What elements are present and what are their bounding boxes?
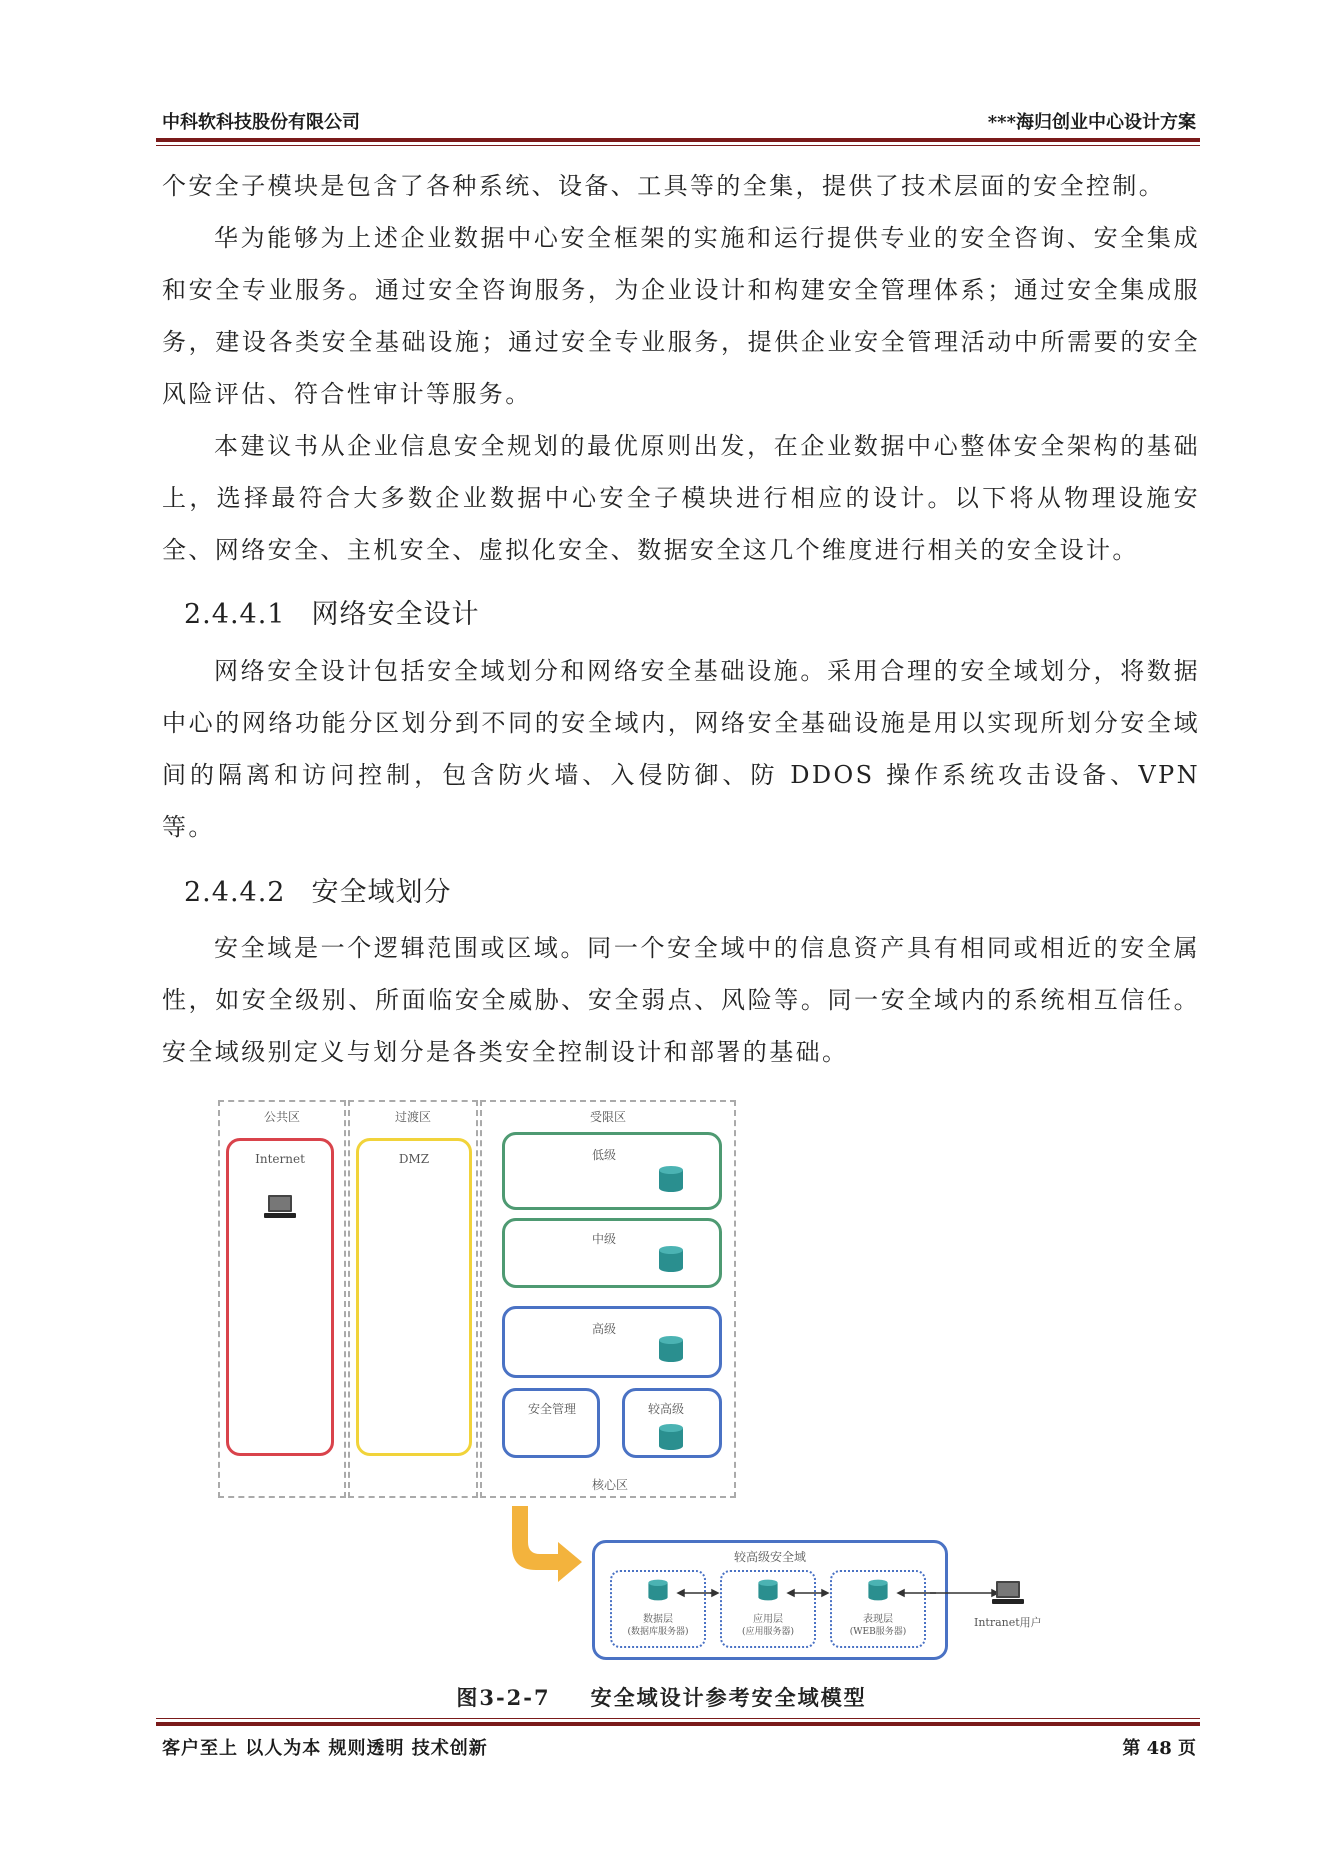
footer-page-number: 第 48 页 <box>1122 1738 1196 1759</box>
paragraph-5: 安全域是一个逻辑范围或区域。同一个安全域中的信息资产具有相同或相近的安全属性，如安全级别、所面临安全威胁、安全弱点、风险等。同一安全域内的系统相互信任。安全域级别定义与划分是各类安全控制设计和部署的基础。 <box>162 934 1200 1066</box>
zone-transit-label: 过渡区 <box>394 1110 431 1124</box>
tier-web-label: 表现层 <box>863 1614 893 1625</box>
core-zone-label: 核心区 <box>592 1478 629 1492</box>
high-level-box <box>502 1306 722 1378</box>
tier-app-sublabel: (应用服务器) <box>741 1627 795 1637</box>
caption-number: 图3-2-7 <box>456 1685 551 1710</box>
footer-rule <box>156 1722 1200 1726</box>
footer-rule-thin <box>156 1718 1200 1719</box>
security-zone-diagram <box>210 1092 1060 1672</box>
mid-level-label: 中级 <box>592 1232 617 1246</box>
high-level-label: 高级 <box>592 1322 617 1336</box>
header-doc-title: ***海归创业中心设计方案 <box>987 112 1196 133</box>
database-icon <box>656 1164 686 1194</box>
laptop-icon <box>990 1578 1026 1608</box>
database-icon <box>656 1244 686 1274</box>
section-heading-2-4-4-1 <box>184 592 479 631</box>
dmz-label: DMZ <box>398 1152 430 1166</box>
database-icon <box>656 1334 686 1364</box>
tier-data-label: 数据层 <box>643 1614 673 1625</box>
paragraph-3: 本建议书从企业信息安全规划的最优原则出发，在企业数据中心整体安全架构的基础上，选择最符合大多数企业数据中心安全子模块进行相应的设计。以下将从物理设施安全、网络安全、主机安全、虚拟化安全、数据安全这几个维度进行相关的安全设计。 <box>162 432 1200 564</box>
down-right-arrow-icon <box>506 1506 586 1586</box>
top-level-label: 较高级 <box>648 1402 685 1416</box>
header-company: 中科软科技股份有限公司 <box>162 112 360 133</box>
zone-controlled-label: 受限区 <box>589 1110 626 1124</box>
caption-text: 安全域设计参考安全域模型 <box>590 1685 867 1710</box>
zone-public-label: 公共区 <box>263 1110 300 1124</box>
header-rule-thin <box>156 145 1200 146</box>
section-title: 安全域划分 <box>311 877 452 908</box>
top-level-security-zone-label: 较高级安全域 <box>733 1550 806 1564</box>
header-rule <box>156 138 1200 142</box>
low-level-box <box>502 1132 722 1210</box>
section-number: 2.4.4.1 <box>184 599 286 630</box>
paragraph-1: 个安全子模块是包含了各种系统、设备、工具等的全集，提供了技术层面的安全控制。 <box>162 172 1166 200</box>
database-icon <box>656 1422 686 1452</box>
laptop-icon <box>262 1192 298 1222</box>
section-number: 2.4.4.2 <box>184 877 286 908</box>
security-mgmt-box <box>502 1388 600 1458</box>
security-mgmt-label: 安全管理 <box>528 1402 577 1416</box>
tier-app-label: 应用层 <box>753 1614 783 1625</box>
footer-motto: 客户至上 以人为本 规则透明 技术创新 <box>162 1738 488 1759</box>
low-level-label: 低级 <box>592 1148 617 1162</box>
section-heading-2-4-4-2 <box>184 870 451 909</box>
section-title: 网络安全设计 <box>311 599 480 630</box>
dmz-box <box>356 1138 472 1456</box>
internet-label: Internet <box>255 1152 305 1166</box>
figure-caption <box>0 1682 1323 1712</box>
tier-data-sublabel: (数据库服务器) <box>627 1627 689 1637</box>
tier-web-sublabel: (WEB服务器) <box>849 1627 907 1637</box>
paragraph-4: 网络安全设计包括安全域划分和网络安全基础设施。采用合理的安全域划分，将数据中心的网络功能分区划分到不同的安全域内，网络安全基础设施是用以实现所划分安全域间的隔离和访问控制，包含防火墙、入侵防御、防 DDOS 操作系统攻击设备、VPN 等。 <box>162 657 1200 841</box>
internet-box <box>226 1138 334 1456</box>
mid-level-box <box>502 1218 722 1288</box>
intranet-user-label: Intranet用户 <box>974 1616 1042 1629</box>
paragraph-2: 华为能够为上述企业数据中心安全框架的实施和运行提供专业的安全咨询、安全集成和安全专业服务。通过安全咨询服务，为企业设计和构建安全管理体系；通过安全集成服务，建设各类安全基础设施；通过安全专业服务，提供企业安全管理活动中所需要的安全风险评估、符合性审计等服务。 <box>162 224 1200 408</box>
